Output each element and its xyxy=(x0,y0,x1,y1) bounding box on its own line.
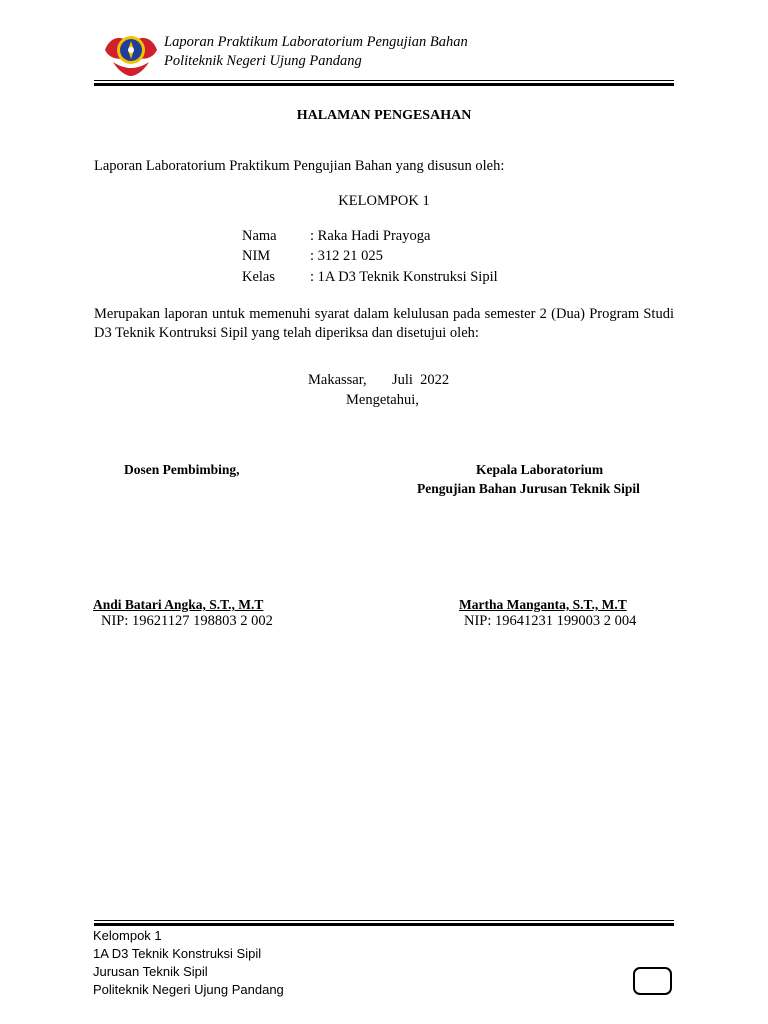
footer-rule-thick xyxy=(94,923,674,926)
approval-paragraph: Merupakan laporan untuk memenuhi syarat dalam kelulusan pada semester 2 (Dua) Program Studi D3 Teknik Kontruksi Sipil yang telah diperiksa dan disetujui oleh: xyxy=(94,306,674,341)
footer-rule-thin xyxy=(94,920,674,921)
identity-value-class: : 1A D3 Teknik Konstruksi Sipil xyxy=(310,269,498,285)
footer-group: Kelompok 1 xyxy=(93,928,162,943)
header-title: Laporan Praktikum Laboratorium Pengujian Bahan xyxy=(164,34,468,50)
page-title: HALAMAN PENGESAHAN xyxy=(296,108,472,123)
left-signer-nip: NIP: 19621127 198803 2 002 xyxy=(101,613,273,629)
identity-label-class: Kelas xyxy=(242,269,276,285)
intro-text: Laporan Laboratorium Praktikum Pengujian Bahan yang disusun oleh: xyxy=(94,158,505,174)
footer-department: Jurusan Teknik Sipil xyxy=(93,964,208,979)
right-signer-name: Martha Manganta, S.T., M.T xyxy=(459,597,627,612)
identity-value-name: : Raka Hadi Prayoga xyxy=(310,228,431,244)
footer-class: 1A D3 Teknik Konstruksi Sipil xyxy=(93,946,262,961)
footer-institution: Politeknik Negeri Ujung Pandang xyxy=(93,982,284,997)
identity-label-name: Nama xyxy=(242,228,277,244)
header-subtitle: Politeknik Negeri Ujung Pandang xyxy=(164,53,362,69)
page-number-box xyxy=(633,967,672,995)
identity-value-nim: : 312 21 025 xyxy=(310,248,383,264)
left-signer-name: Andi Batari Angka, S.T., M.T xyxy=(93,597,264,612)
place-date: Makassar, Juli 2022 xyxy=(308,372,450,388)
group-name: KELOMPOK 1 xyxy=(338,193,430,209)
right-signer-nip: NIP: 19641231 199003 2 004 xyxy=(464,613,637,629)
left-signer-role: Dosen Pembimbing, xyxy=(124,462,240,477)
acknowledged-text: Mengetahui, xyxy=(346,392,419,408)
right-signer-role-line1: Kepala Laboratorium xyxy=(476,462,604,477)
identity-label-nim: NIM xyxy=(242,248,271,264)
right-signer-role-line2: Pengujian Bahan Jurusan Teknik Sipil xyxy=(417,481,640,496)
institution-logo-icon xyxy=(103,28,159,78)
header-rule-thick xyxy=(94,83,674,86)
header-rule-thin xyxy=(94,80,674,81)
